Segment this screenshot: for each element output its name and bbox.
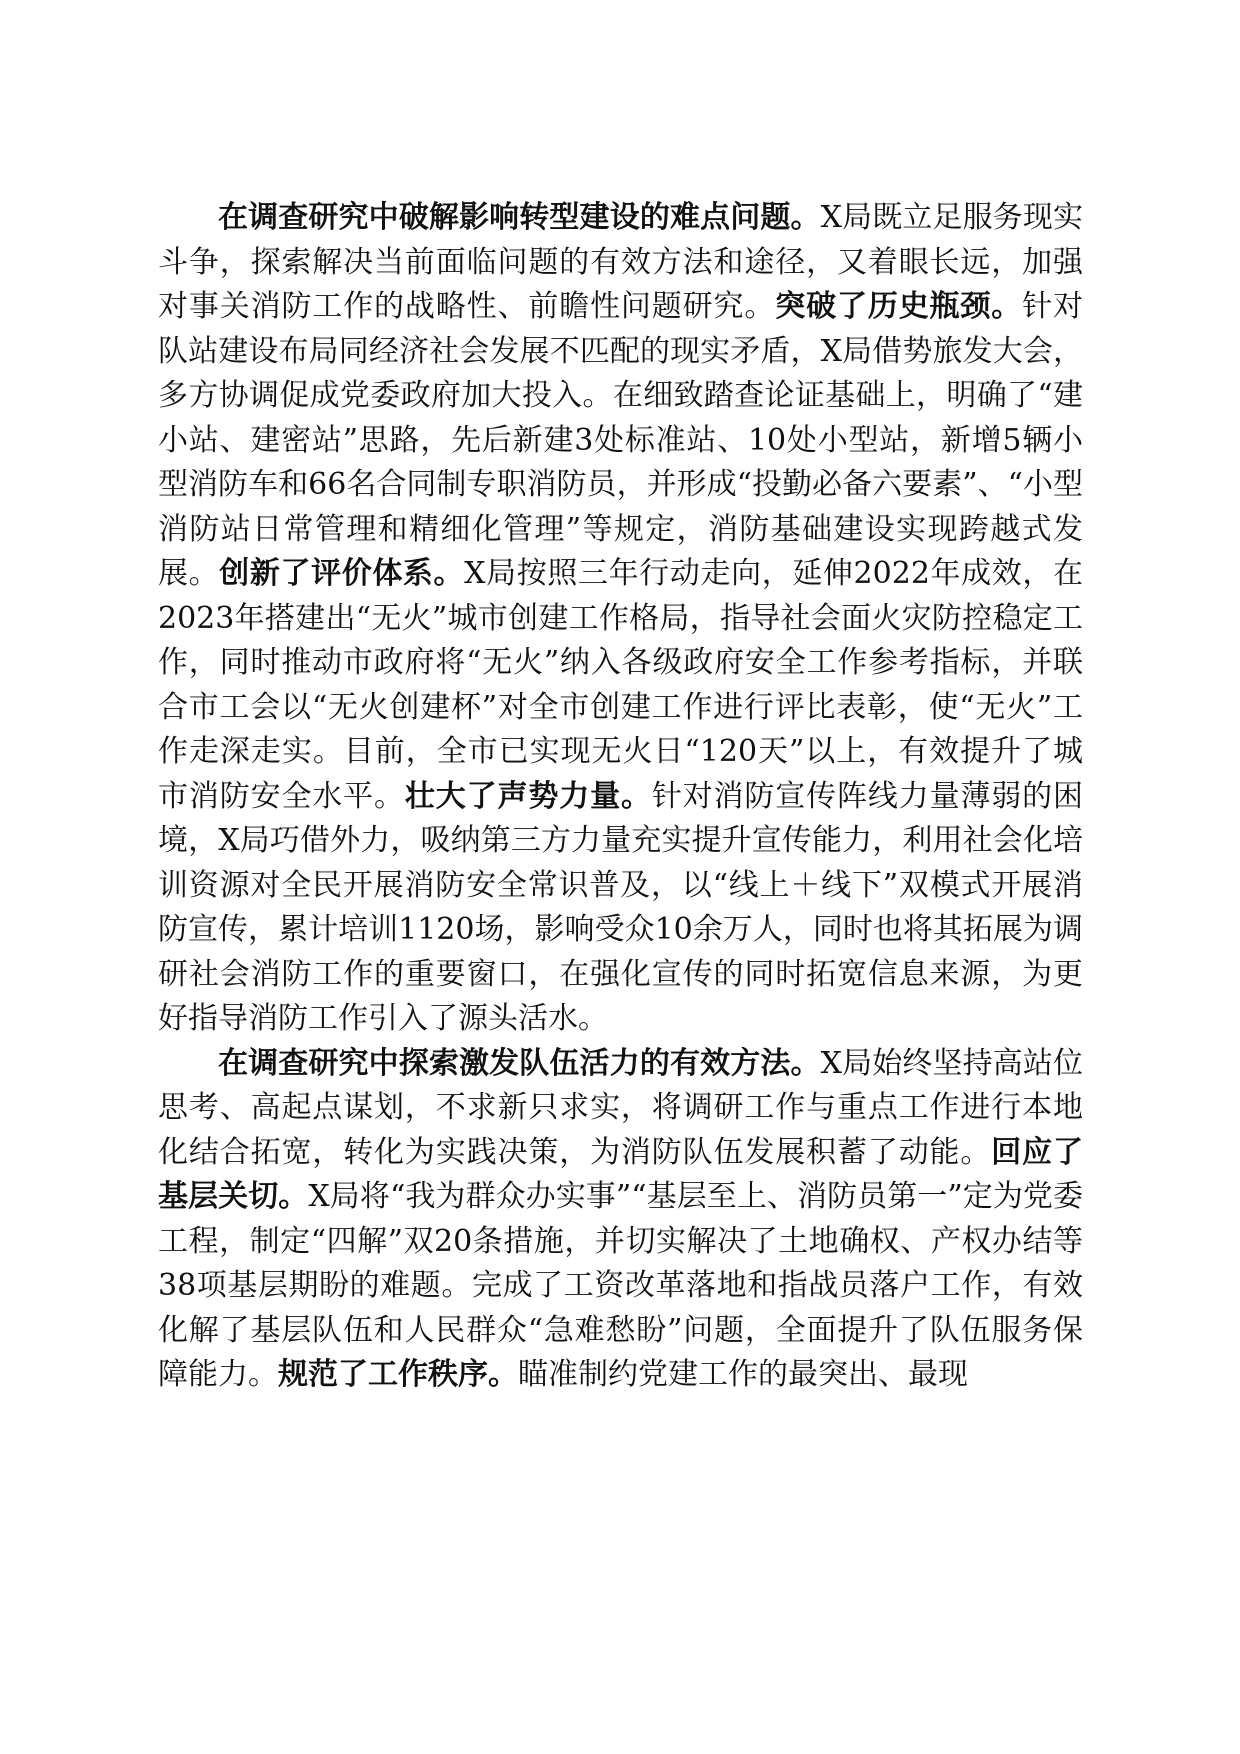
body-text: X局始终坚持高站位思考、高起点谋划，不求新只求实，将调研工作与重点工作进行本地化结合拓宽，转化为实践决策，为消防队伍发展积蓄了动能。 [158, 1045, 1084, 1170]
subheading-breakthrough: 突破了历史瓶颈。 [775, 289, 1023, 324]
paragraph-transformation [158, 196, 1083, 1042]
subheading-grassroots-concerns: 回应了基层关切。 [158, 1134, 1084, 1214]
subheading-evaluation-system: 创新了评价体系。 [219, 556, 465, 591]
paragraph-lead-heading: 在调查研究中破解影响转型建设的难点问题。 [218, 200, 821, 235]
body-text: X局将“我为群众办实事”“基层至上、消防员第一”定为党委工程，制定“四解”双20条措施，并切实解决了土地确权、产权办结等38项基层期盼的难题。完成了工资改革落地和指战员落户工作，有效化解了基层队伍和人民群众“急难愁盼”问题，全面提升了队伍服务保障能力。 [158, 1179, 1083, 1392]
paragraph-lead-heading: 在调查研究中探索激发队伍活力的有效方法。 [218, 1045, 821, 1081]
body-text: 瞄准制约党建工作的最突出、最现 [518, 1357, 968, 1392]
subheading-publicity-force: 壮大了声势力量。 [404, 778, 652, 814]
body-text: 针对消防宣传阵线力量薄弱的困境，X局巧借外力，吸纳第三方力量充实提升宣传能力，利用社会化培训资源对全民开展消防安全常识普及，以“线上＋线下”双模式开展消防宣传，累计培训1120场，影响受众10余万人，同时也将其拓展为调研社会消防工作的重要窗口，在强化宣传的同时拓宽信息来源，为更好指导消防工作引入了源头活水。 [158, 778, 1084, 1036]
document-body [158, 196, 1083, 1398]
body-text: X局按照三年行动走向，延伸2022年成效，在2023年搭建出“无火”城市创建工作格局，指导社会面火灾防控稳定工作，同时推动市政府将“无火”纳入各级政府安全工作参考指标，并联合市工会以“无火创建杯”对全市创建工作进行评比表彰，使“无火”工作走深走实。目前，全市已实现无火日“120天”以上，有效提升了城市消防安全水平。 [158, 556, 1083, 814]
paragraph-team-vitality [158, 1042, 1083, 1398]
body-text: X局既立足服务现实斗争，探索解决当前面临问题的有效方法和途径，又着眼长远，加强对事关消防工作的战略性、前瞻性问题研究。 [158, 200, 1084, 324]
body-text: 针对队站建设布局同经济社会发展不匹配的现实矛盾，X局借势旅发大会，多方协调促成党委政府加大投入。在细致踏查论证基础上，明确了“建小站、建密站”思路，先后新建3处标准站、10处小型站，新增5辆小型消防车和66名合同制专职消防员，并形成“投勤必备六要素”、“小型消防站日常管理和精细化管理”等规定，消防基础建设实现跨越式发展。 [158, 289, 1084, 591]
subheading-work-order: 规范了工作秩序。 [278, 1357, 518, 1392]
